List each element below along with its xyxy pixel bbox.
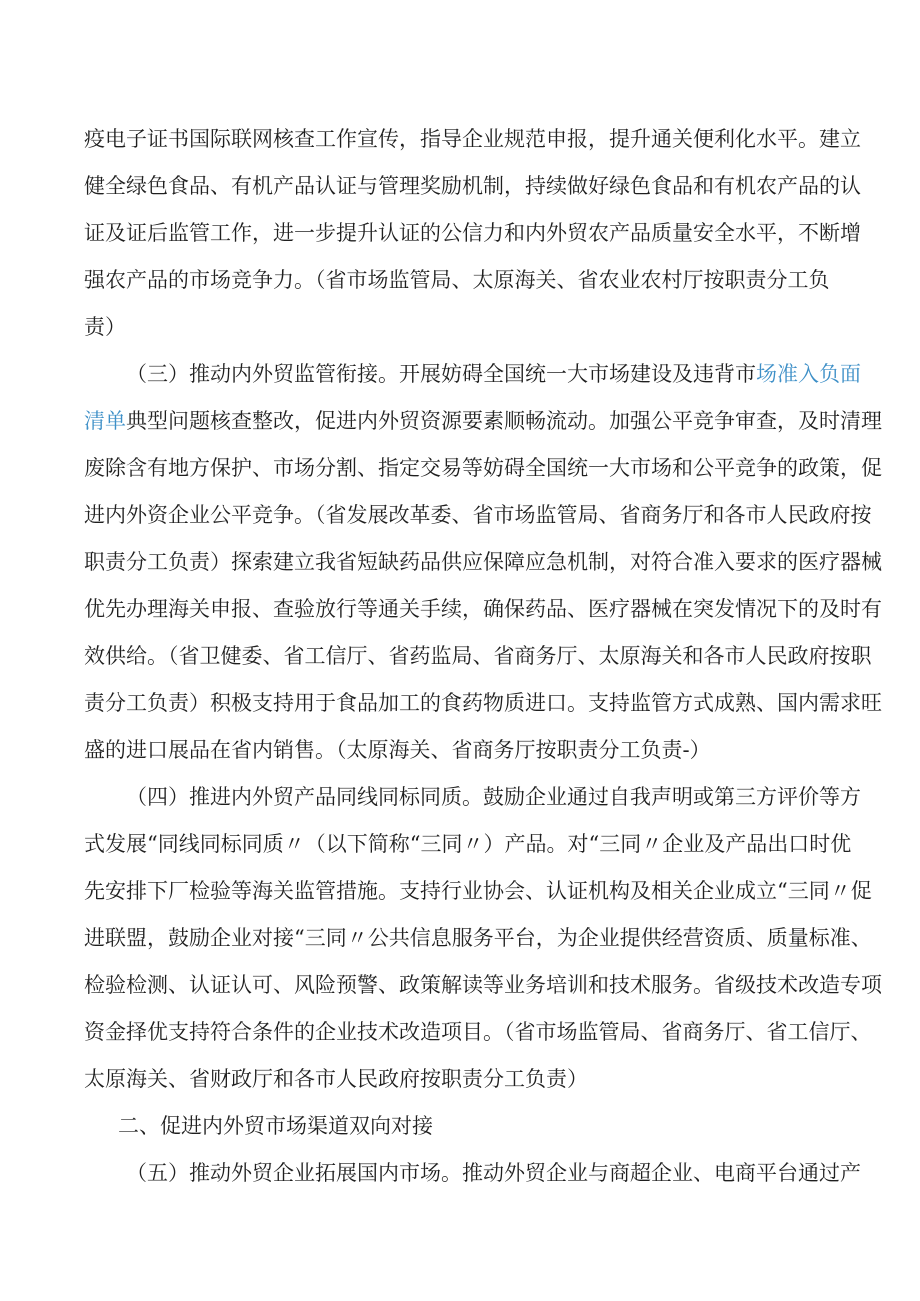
text-line-3: 证及证后监管工作，进一步提升认证的公信力和内外贸农产品质量安全水平，不断增 [84,221,861,245]
paragraph-3-second-line [0,406,920,436]
section-heading-2: 二、促进内外贸市场渠道双向对接 [118,1114,433,1138]
paragraph-3-second-line-text: 典型问题核查整改，促进内外贸资源要素顺畅流动。加强公平竞争审查，及时清理 [126,409,882,433]
text-line-19: 检验检测、认证认可、风险预警、政策解读等业务培训和技术服务。省级技术改造专项 [84,973,882,997]
text-line-2: 健全绿色食品、有机产品认证与管理奖励机制，持续做好绿色食品和有机农产品的认 [84,174,861,198]
text-line-1: 疫电子证书国际联网核查工作宣传，指导企业规范申报，提升通关便利化水平。建立 [84,127,861,151]
text-line-5: 责） [84,315,126,339]
market-access-link-part-2[interactable]: 清单 [84,409,126,433]
text-line-13: 责分工负责）积极支持用于食品加工的食药物质进口。支持监管方式成熟、国内需求旺 [84,691,882,715]
market-access-link-part-1[interactable]: 场准入负面 [756,362,861,386]
text-line-12: 效供给。（省卫健委、省工信厅、省药监局、省商务厅、太原海关和各市人民政府按职 [84,644,872,668]
text-line-21: 太原海关、省财政厅和各市人民政府按职责分工负责） [84,1067,588,1091]
paragraph-5-first-line: （五）推动外贸企业拓展国内市场。推动外贸企业与商超企业、电商平台通过产 [126,1161,861,1185]
text-line-8: 废除含有地方保护、市场分割、指定交易等妨碍全国统一大市场和公平竞争的政策，促 [84,456,882,480]
text-line-20: 资金择优支持符合条件的企业技术改造项目。（省市场监管局、省商务厅、省工信厅、 [84,1020,872,1044]
text-line-10: 职责分工负责）探索建立我省短缺药品供应保障应急机制，对符合准入要求的医疗器械 [84,550,882,574]
text-line-17: 先安排下厂检验等海关监管措施。支持行业协会、认证机构及相关企业成立“三同〃促 [84,879,872,903]
text-line-4: 强农产品的市场竞争力。（省市场监管局、太原海关、省农业农村厅按职责分工负 [84,268,830,292]
text-line-9: 进内外资企业公平竞争。（省发展改革委、省市场监管局、省商务厅和各市人民政府按 [84,503,872,527]
text-line-16: 式发展“同线同标同质〃（以下简称“三同〃）产品。对“三同〃企业及产品出口时优 [84,832,852,856]
text-line-11: 优先办理海关申报、查验放行等通关手续，确保药品、医疗器械在突发情况下的及时有 [84,597,882,621]
paragraph-3-first-line [0,359,920,389]
text-line-18: 进联盟，鼓励企业对接“三同〃公共信息服务平台，为企业提供经营资质、质量标准、 [84,926,872,950]
paragraph-3-lead-text: （三）推动内外贸监管衔接。开展妨碍全国统一大市场建设及违背市 [126,362,756,386]
text-line-14: 盛的进口展品在省内销售。（太原海关、省商务厅按职责分工负责-） [84,738,711,762]
paragraph-4-first-line: （四）推进内外贸产品同线同标同质。鼓励企业通过自我声明或第三方评价等方 [126,785,861,809]
